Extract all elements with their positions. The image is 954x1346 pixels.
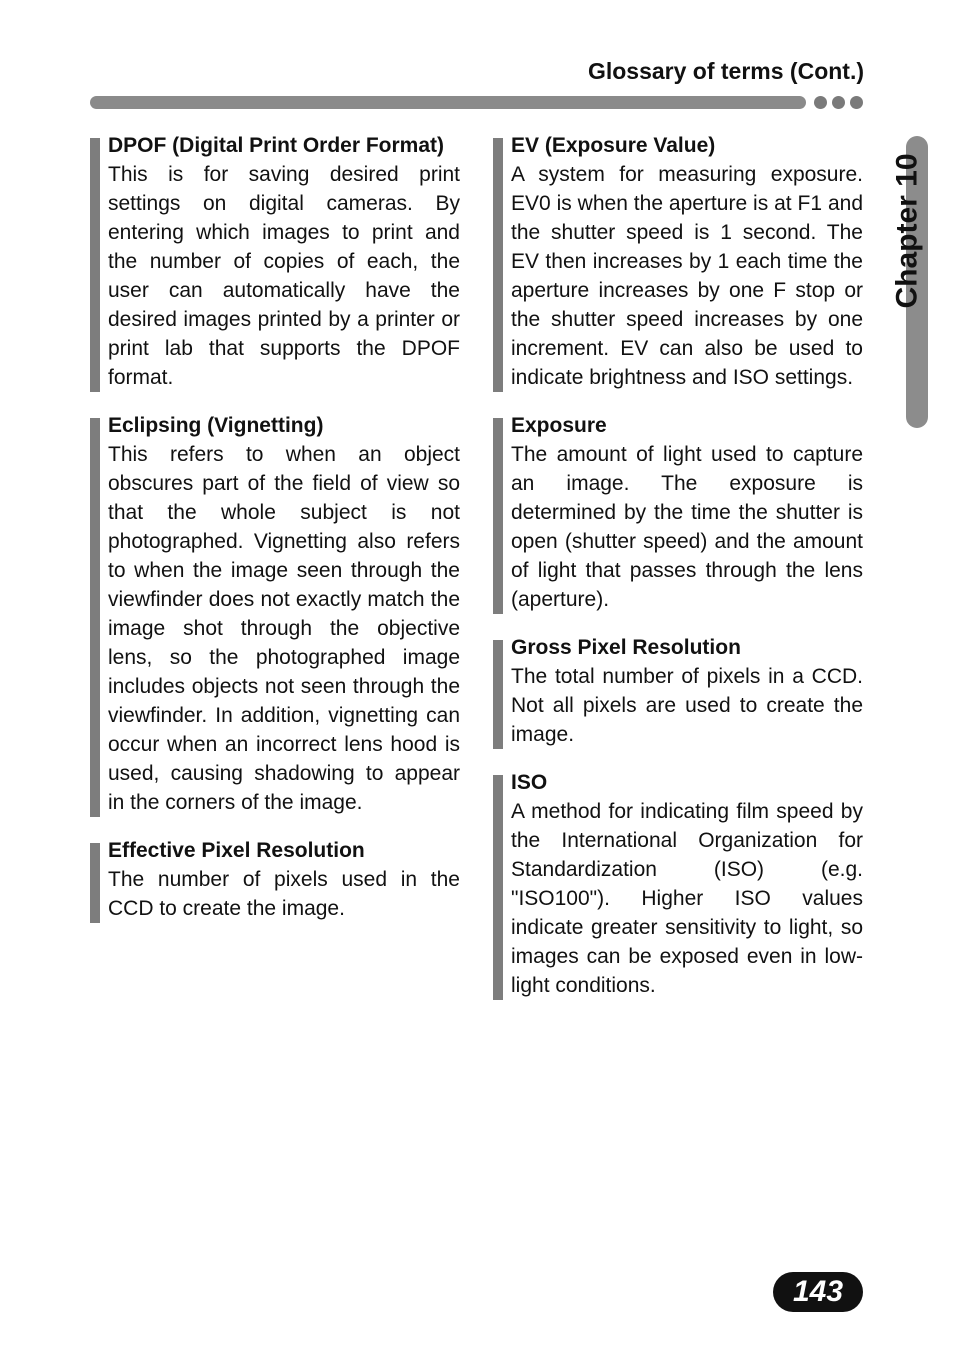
- header-dot: [832, 96, 845, 109]
- glossary-entry-dpof: [90, 130, 460, 392]
- glossary-term: Exposure: [511, 414, 607, 437]
- header-rule: [90, 96, 806, 109]
- glossary-term: Eclipsing (Vignetting): [108, 414, 324, 437]
- glossary-entry-iso: [493, 767, 863, 1000]
- header-dot: [850, 96, 863, 109]
- glossary-entry-gross-pixel-resolution: [493, 632, 863, 749]
- header-dot: [814, 96, 827, 109]
- glossary-term: DPOF (Digital Print Order Format): [108, 134, 445, 157]
- glossary-entry-ev: [493, 130, 863, 392]
- glossary-definition: This refers to when an object obscures part of the field of view so that the whole subject is not photographed. Vignetting also refers to when the image seen through the viewfinder does not exactly match the image shot through the objective lens, so the photographed image includes objects not seen through the viewfinder. In addition, vignetting can occur when an incorrect lens hood is used, causing shadowing to appear in the corners of the image.: [108, 443, 460, 814]
- glossary-left-column: [90, 130, 460, 941]
- glossary-entry-eclipsing: [90, 410, 460, 817]
- glossary-term: Gross Pixel Resolution: [511, 636, 741, 659]
- glossary-definition: A system for measuring exposure. EV0 is when the aperture is at F1 and the shutter speed is 1 second. The EV then increases by 1 each time the aperture increases by one F stop or the shutter speed increases by one increment. EV can also be used to indicate brightness and ISO settings.: [511, 163, 863, 389]
- glossary-definition: This is for saving desired print settings on digital cameras. By entering which images to print and the number of copies of each, the user can automatically have the desired images printed by a printer or print lab that supports the DPOF format.: [108, 163, 460, 389]
- glossary-definition: A method for indicating film speed by the International Organization for Standardization (ISO) (e.g. "ISO100"). Higher ISO values indicate greater sensitivity to light, so images can be exposed even in low-light conditions.: [511, 800, 863, 997]
- glossary-definition: The amount of light used to capture an image. The exposure is determined by the time the shutter is open (shutter speed) and the amount of light that passes through the lens (aperture).: [511, 443, 863, 611]
- glossary-term: EV (Exposure Value): [511, 134, 716, 157]
- chapter-tab-label: Chapter 10: [891, 153, 924, 309]
- page-number: 143: [792, 1275, 844, 1308]
- glossary-definition: The total number of pixels in a CCD. Not all pixels are used to create the image.: [511, 665, 863, 746]
- page-header-title: Glossary of terms (Cont.): [587, 58, 864, 84]
- glossary-right-column: [493, 130, 863, 1018]
- glossary-entry-effective-pixel-resolution: [90, 835, 460, 923]
- glossary-term: Effective Pixel Resolution: [108, 839, 365, 862]
- chapter-tab-label-wrap: [885, 136, 931, 326]
- page-number-badge: [773, 1272, 863, 1312]
- glossary-definition: The number of pixels used in the CCD to create the image.: [108, 868, 460, 920]
- glossary-term: ISO: [511, 771, 548, 794]
- glossary-entry-exposure: [493, 410, 863, 614]
